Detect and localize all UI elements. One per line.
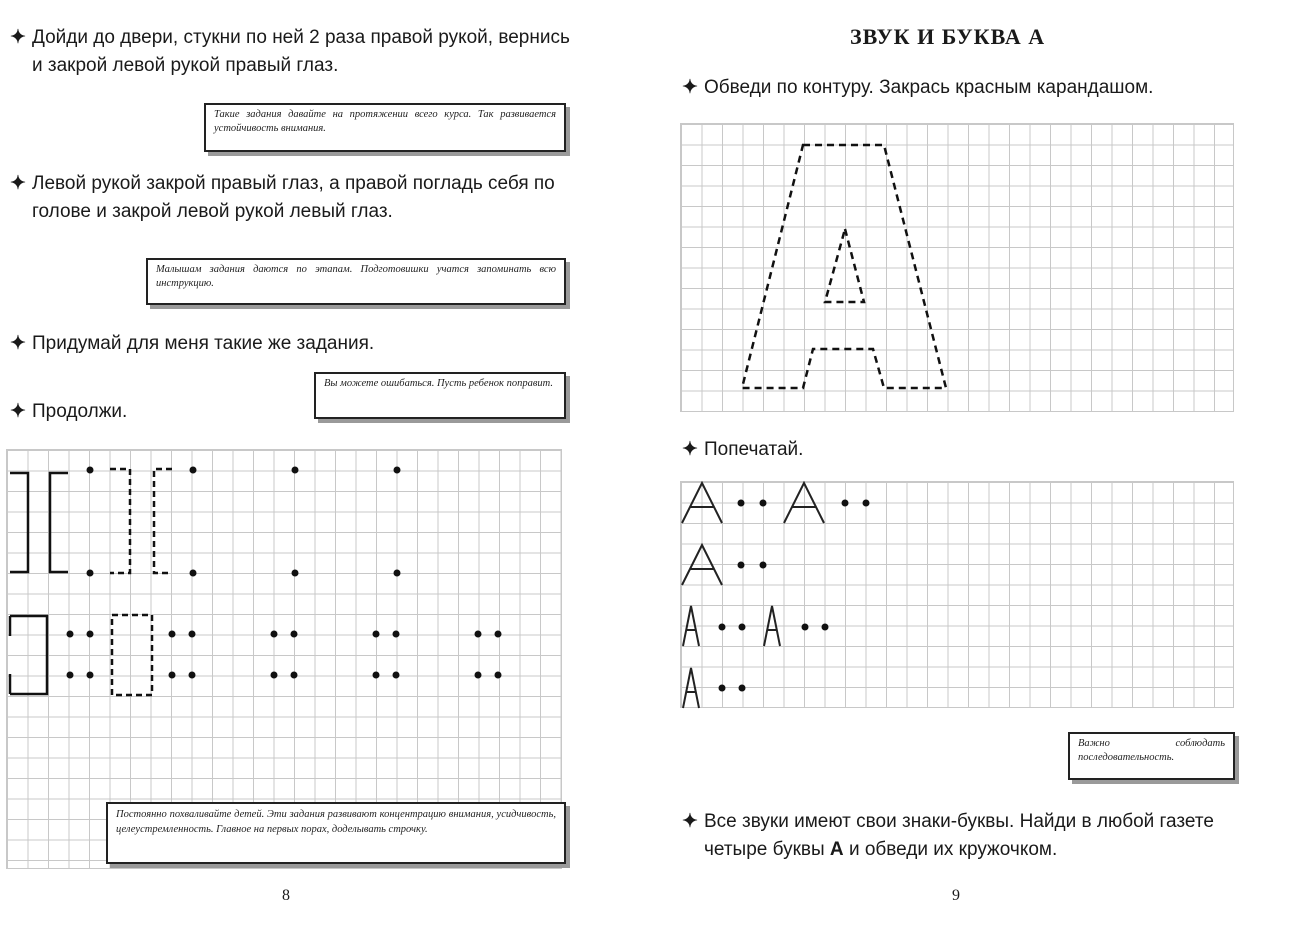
bracket-shape xyxy=(10,473,28,572)
bullet-icon: ✦ xyxy=(10,333,26,354)
teacher-note: Важно соблюдать последовательность. xyxy=(1068,732,1235,780)
dashed-bracket-shape xyxy=(154,469,172,573)
task-text: Попечатай. xyxy=(704,439,804,460)
task-text: Придумай для меня такие же задания. xyxy=(32,333,375,354)
bullet-icon: ✦ xyxy=(682,439,698,460)
task-text: Обведи по контуру. Закрась красным карандашом. xyxy=(704,77,1154,98)
letter-a-glyph xyxy=(764,606,780,646)
teacher-note: Малышам задания даются по этапам. Подготовишки учатся запоминать всю инструкцию. xyxy=(146,258,566,305)
page-title: ЗВУК И БУКВА А xyxy=(850,24,1046,49)
bracket-shape xyxy=(50,473,68,572)
bracket-shape xyxy=(10,655,47,694)
task-text-start: Все звуки имеют свои знаки-буквы. Найди в любой газете четыре буквы xyxy=(704,811,1214,860)
task-text: Левой рукой закрой правый глаз, а правой погладь себя по голове и закрой левой рукой левый глаз. xyxy=(32,173,555,222)
page-number: 8 xyxy=(282,887,290,904)
left-page xyxy=(0,0,640,933)
task-text: Дойди до двери, стукни по ней 2 раза правой рукой, вернись и закрой левой рукой правый глаз. xyxy=(32,27,570,76)
guide-dots xyxy=(67,467,502,679)
guide-dots xyxy=(719,500,870,692)
bullet-icon: ✦ xyxy=(10,173,26,194)
task-text-end: и обведи их кружочком. xyxy=(848,839,1058,860)
letter-a-bold: А xyxy=(829,839,844,860)
letter-a-glyph xyxy=(683,606,699,646)
teacher-note: Постоянно похваливайте детей. Эти задания развивают концентрацию внимания, усидчивость, целеустремленность. Главное на первых порах, доделывать строчку. xyxy=(106,802,566,864)
teacher-note: Вы можете ошибаться. Пусть ребенок поправит. xyxy=(314,372,566,419)
right-page xyxy=(660,0,1293,933)
task-text xyxy=(682,808,1262,864)
pattern-drawing xyxy=(0,0,640,933)
letter-a-glyph xyxy=(683,668,699,708)
letter-a-samples xyxy=(660,0,1293,933)
task-find-letters xyxy=(682,808,1262,864)
dashed-rect-shape xyxy=(112,615,152,695)
bullet-icon: ✦ xyxy=(682,811,698,832)
bullet-icon: ✦ xyxy=(10,27,26,48)
bullet-icon: ✦ xyxy=(10,401,26,422)
task-text: Продолжи. xyxy=(32,401,128,422)
letter-a-glyph xyxy=(682,545,722,585)
bullet-icon: ✦ xyxy=(682,77,698,98)
bracket-shape xyxy=(10,616,47,655)
page-number: 9 xyxy=(952,887,960,904)
letter-a-glyph xyxy=(682,483,722,523)
letter-a-glyph xyxy=(784,483,824,523)
dashed-bracket-shape xyxy=(110,469,130,573)
teacher-note: Такие задания давайте на протяжении всего курса. Так развивается устойчивость внимания. xyxy=(204,103,566,152)
